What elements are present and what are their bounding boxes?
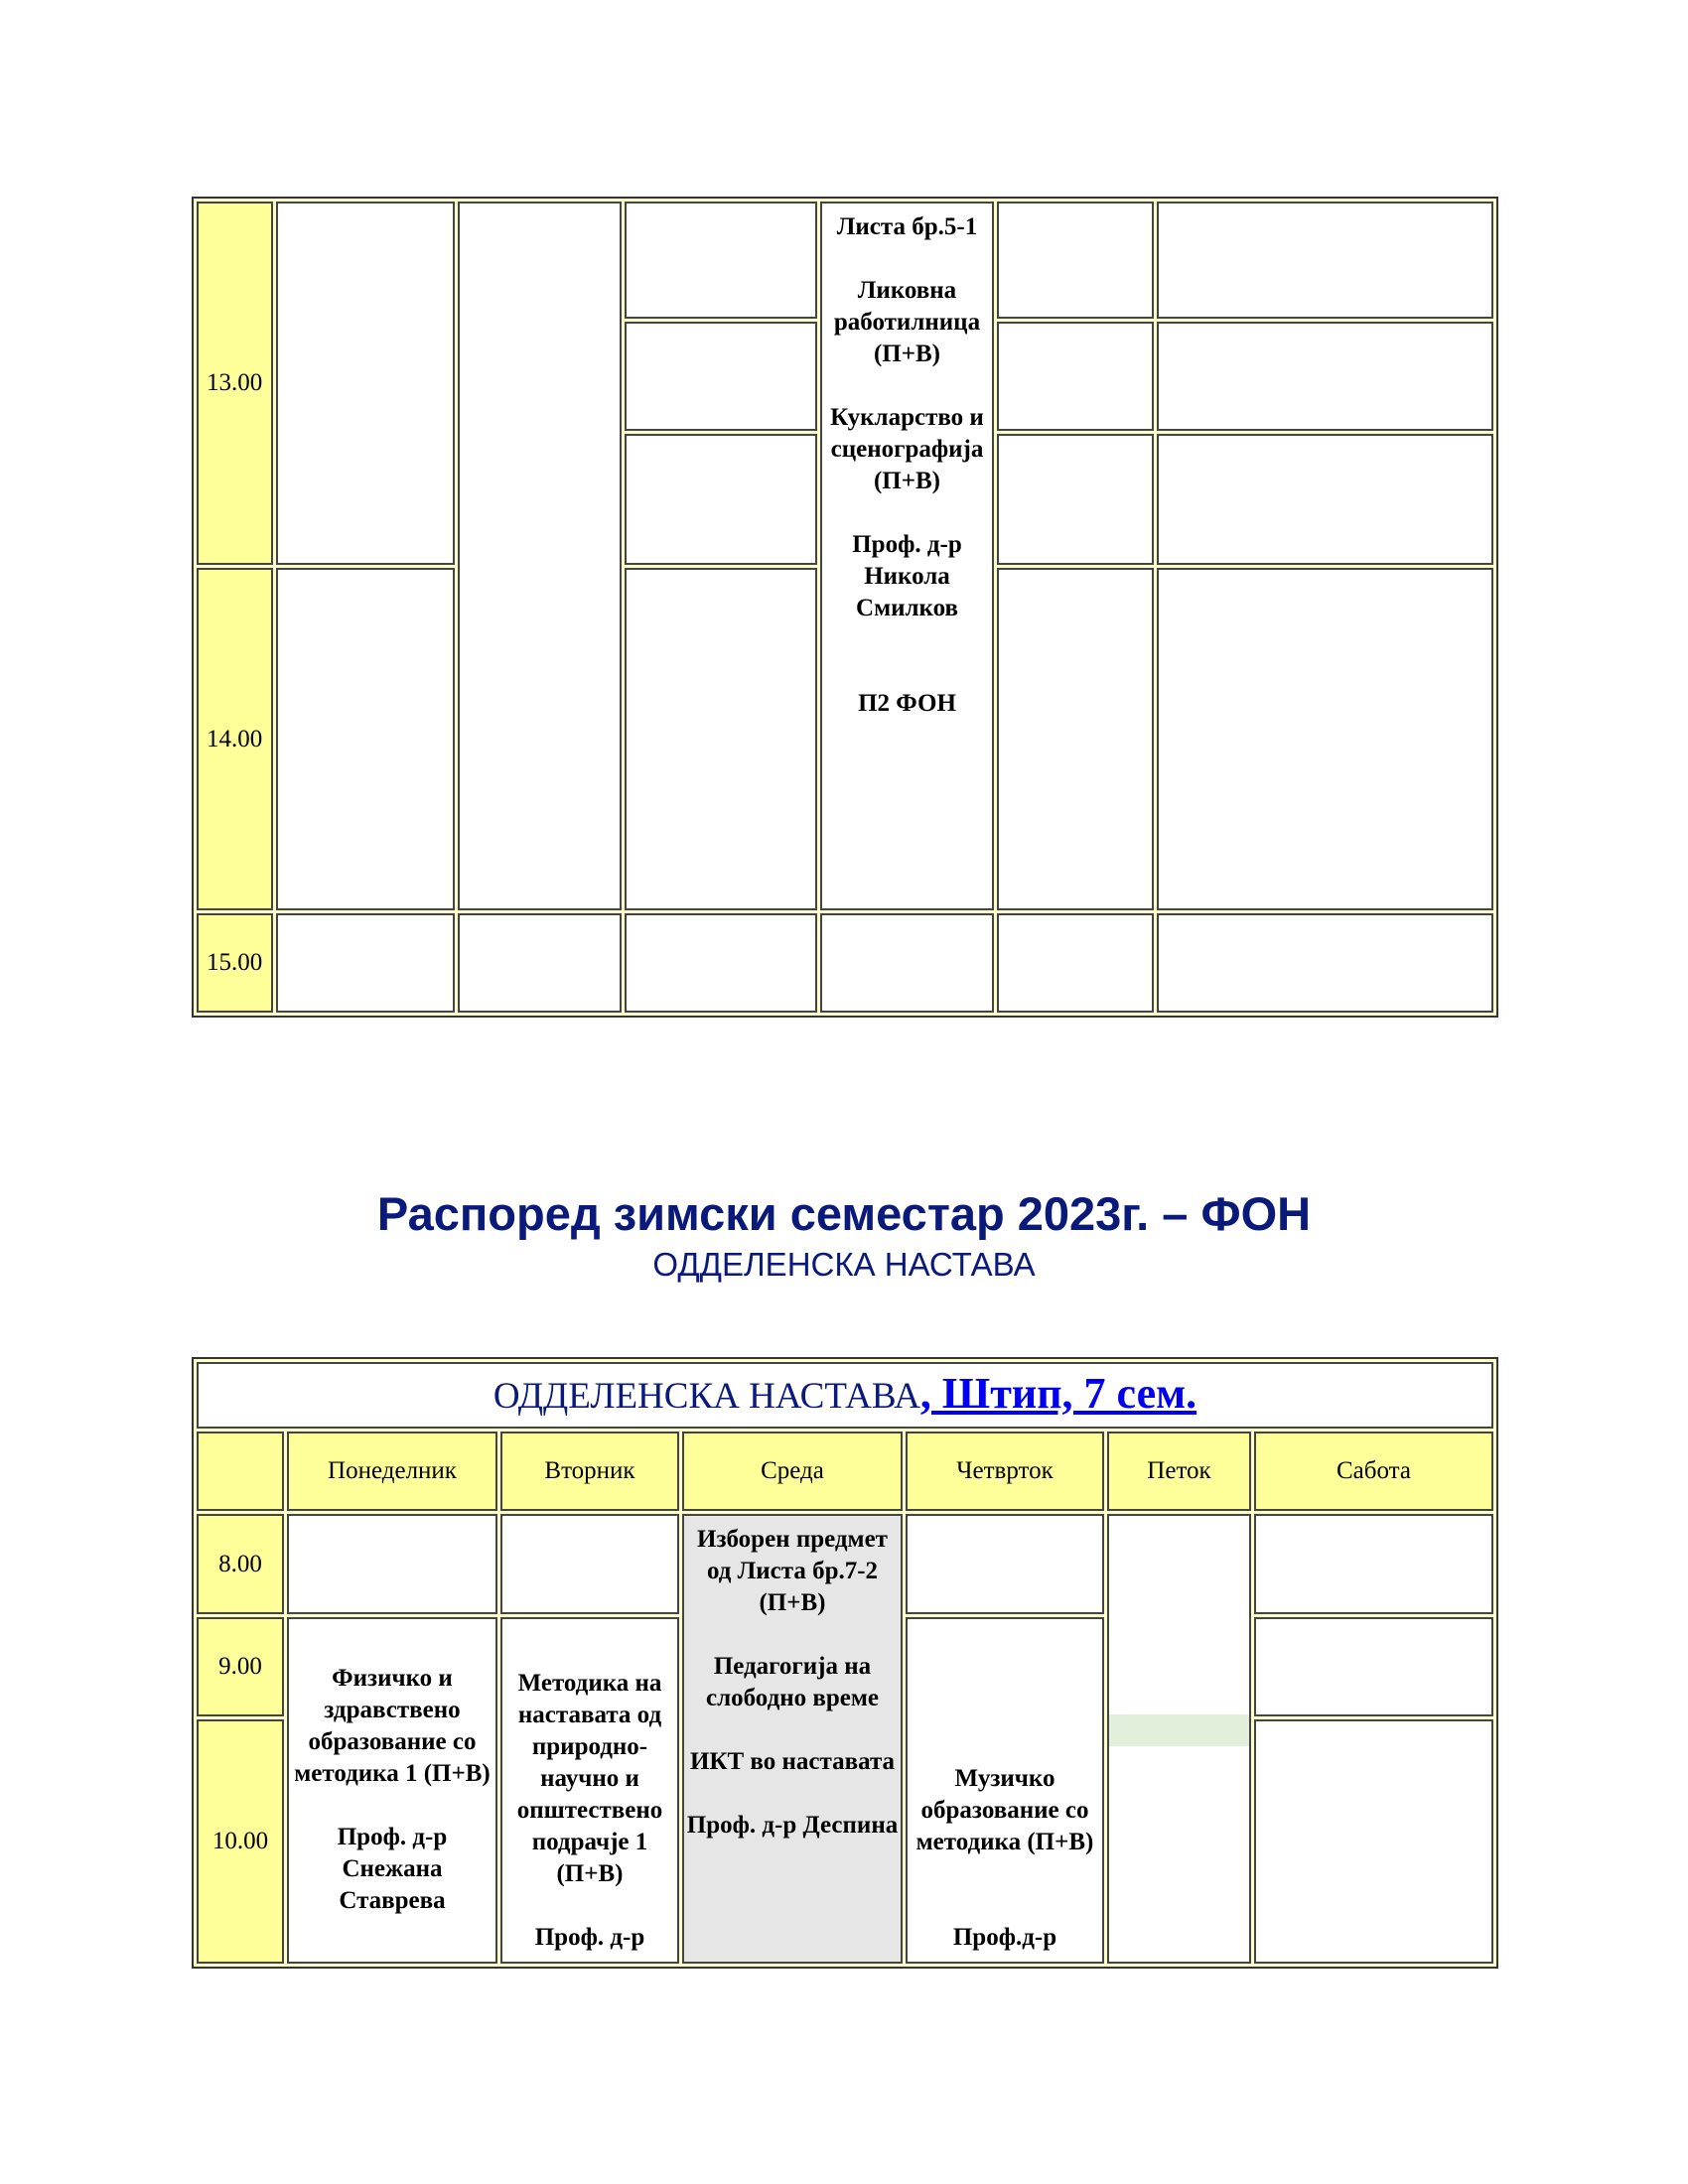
room: П2 ФОН [858, 690, 956, 717]
cell-empty [997, 913, 1154, 1013]
cell-empty [1157, 434, 1493, 565]
day-tuesday: Вторник [500, 1432, 679, 1511]
lista-title: Листа бр.5-1 [836, 213, 978, 240]
page-title: Распоред зимски семестар 2023г. – ФОН [376, 1187, 1312, 1240]
cell-empty [276, 913, 455, 1013]
cell-empty [997, 568, 1154, 910]
cell-empty [287, 1514, 497, 1613]
tuesday-class: Методика на наставата од природно-научно и општествено подрачје 1 (П+В) Проф. д-р [500, 1617, 679, 1964]
top-schedule-table [192, 197, 1498, 1018]
course-likovna: Ликовна работилница (П+В) [833, 277, 981, 367]
day-thursday: Четврток [906, 1432, 1104, 1511]
cell-empty [458, 913, 622, 1013]
cell-empty [820, 913, 994, 1013]
monday-class: Физичко и здравствено образование со методика 1 (П+В) Проф. д-р Снежана Ставрева [287, 1617, 497, 1964]
time-10: 10.00 [197, 1719, 284, 1964]
time-14: 14.00 [197, 568, 273, 910]
header-corner [197, 1432, 284, 1511]
day-friday: Петок [1107, 1432, 1251, 1511]
time-9: 9.00 [197, 1617, 284, 1716]
cell-empty [1254, 1719, 1493, 1964]
time-13: 13.00 [197, 202, 273, 565]
cell-empty [997, 322, 1154, 431]
cell-empty [1157, 913, 1493, 1013]
cell-empty [625, 434, 817, 565]
cell-empty [625, 202, 817, 319]
friday-cell [1107, 1514, 1251, 1964]
day-monday: Понеделник [287, 1432, 497, 1511]
page-subtitle: ОДДЕЛЕНСКА НАСТАВА [652, 1246, 1036, 1283]
day-wednesday: Среда [682, 1432, 903, 1511]
cell-empty [1254, 1514, 1493, 1613]
cell-empty [276, 202, 455, 565]
cell-empty [1157, 202, 1493, 319]
caption-text: ОДДЕЛЕНСКА НАСТАВА [492, 1376, 920, 1418]
cell-empty [1157, 568, 1493, 910]
cell-empty [458, 202, 622, 910]
cell-empty [276, 568, 455, 910]
time-8: 8.00 [197, 1514, 284, 1613]
cell-empty [997, 202, 1154, 319]
lista-5-1-cell [820, 202, 994, 910]
cell-empty [997, 434, 1154, 565]
cell-empty [625, 322, 817, 431]
schedule-caption [197, 1362, 1493, 1429]
caption-link[interactable]: , Штип, 7 сем. [919, 1369, 1197, 1419]
cell-empty [1157, 322, 1493, 431]
day-saturday: Сабота [1254, 1432, 1493, 1511]
schedule-table [192, 1357, 1498, 1969]
professor: Проф. д-р Никола Смилков [852, 531, 962, 621]
cell-empty [500, 1514, 679, 1613]
highlight-bar [1109, 1714, 1249, 1746]
thursday-class: Музичко образование со методика (П+В) Проф.д-р [906, 1617, 1104, 1964]
course-kuklarstvo: Кукларство и сценографија (П+В) [830, 404, 984, 494]
time-15: 15.00 [197, 913, 273, 1013]
cell-empty [625, 913, 817, 1013]
cell-empty [906, 1514, 1104, 1613]
cell-empty [625, 568, 817, 910]
cell-empty [1254, 1617, 1493, 1716]
wednesday-class: Изборен предмет од Листа бр.7-2 (П+В) Педагогија на слободно време ИКТ во наставата Проф. д-р Деспина [682, 1514, 903, 1964]
